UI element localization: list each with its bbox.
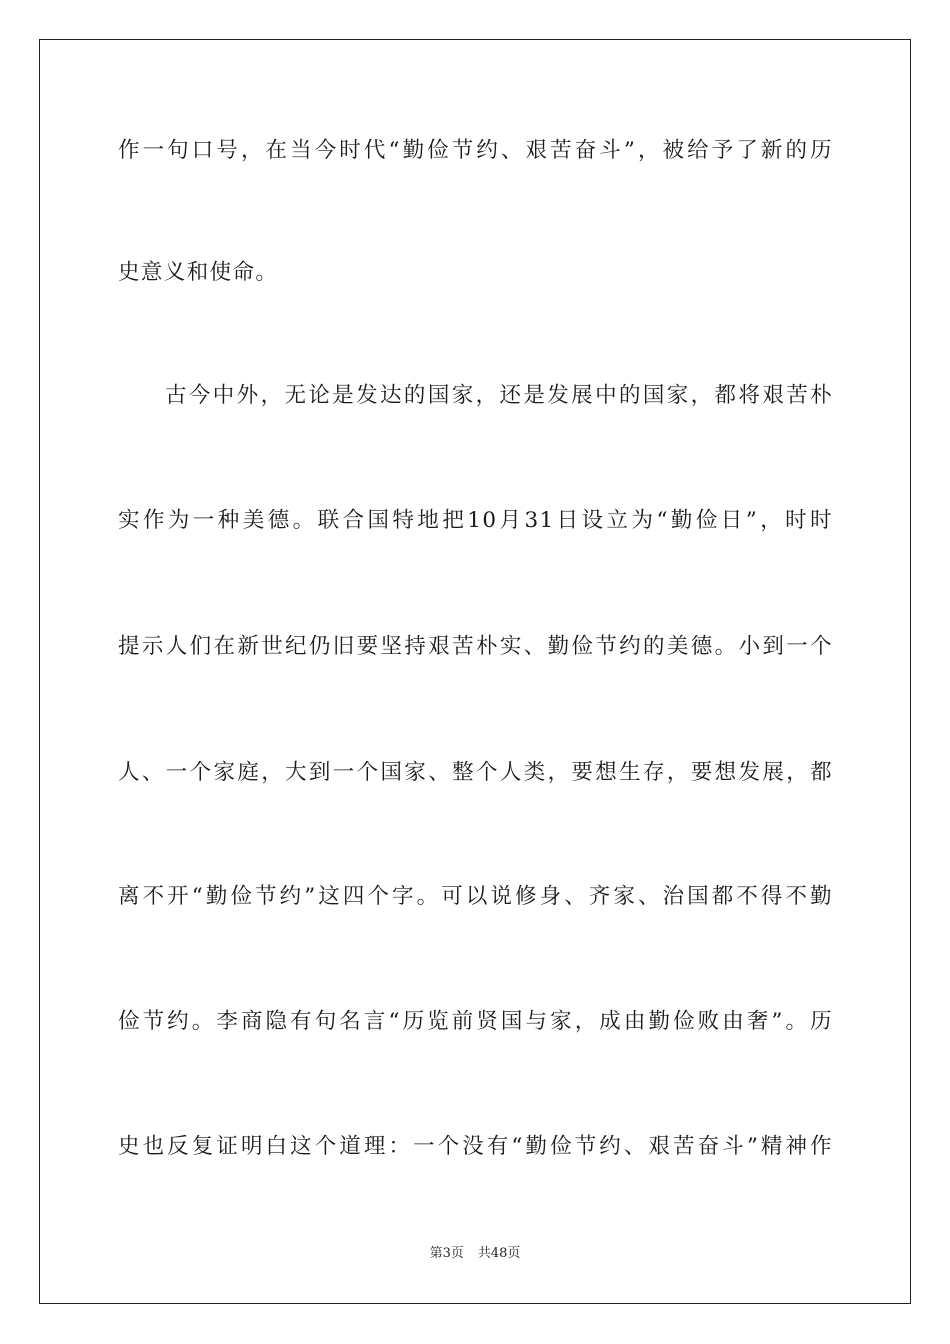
- total-pages: 共48页: [477, 1246, 521, 1261]
- paragraph-line: 提示人们在新世纪仍旧要坚持艰苦朴实、勤俭节约的美德。小到一个: [118, 634, 833, 659]
- paragraph-line: 史也反复证明白这个道理：一个没有“勤俭节约、艰苦奋斗”精神作: [118, 1134, 833, 1159]
- paragraph-line: 史意义和使命。: [118, 260, 279, 285]
- paragraph-line: 人、一个家庭，大到一个国家、整个人类，要想生存，要想发展，都: [118, 760, 833, 785]
- paragraph-line: 作一句口号，在当今时代“勤俭节约、艰苦奋斗”，被给予了新的历: [118, 138, 833, 163]
- paragraph-line: 古今中外，无论是发达的国家，还是发展中的国家，都将艰苦朴: [165, 383, 833, 408]
- paragraph-line: 俭节约。李商隐有句名言“历览前贤国与家，成由勤俭败由奢”。历: [118, 1009, 833, 1034]
- page-footer: [0, 1245, 950, 1263]
- paragraph-line: 实作为一种美德。联合国特地把10月31日设立为“勤俭日”，时时: [118, 508, 833, 533]
- paragraph-line: 离不开“勤俭节约”这四个字。可以说修身、齐家、治国都不得不勤: [118, 884, 833, 909]
- page-border: [39, 39, 911, 1304]
- page-number: 第3页: [429, 1246, 464, 1261]
